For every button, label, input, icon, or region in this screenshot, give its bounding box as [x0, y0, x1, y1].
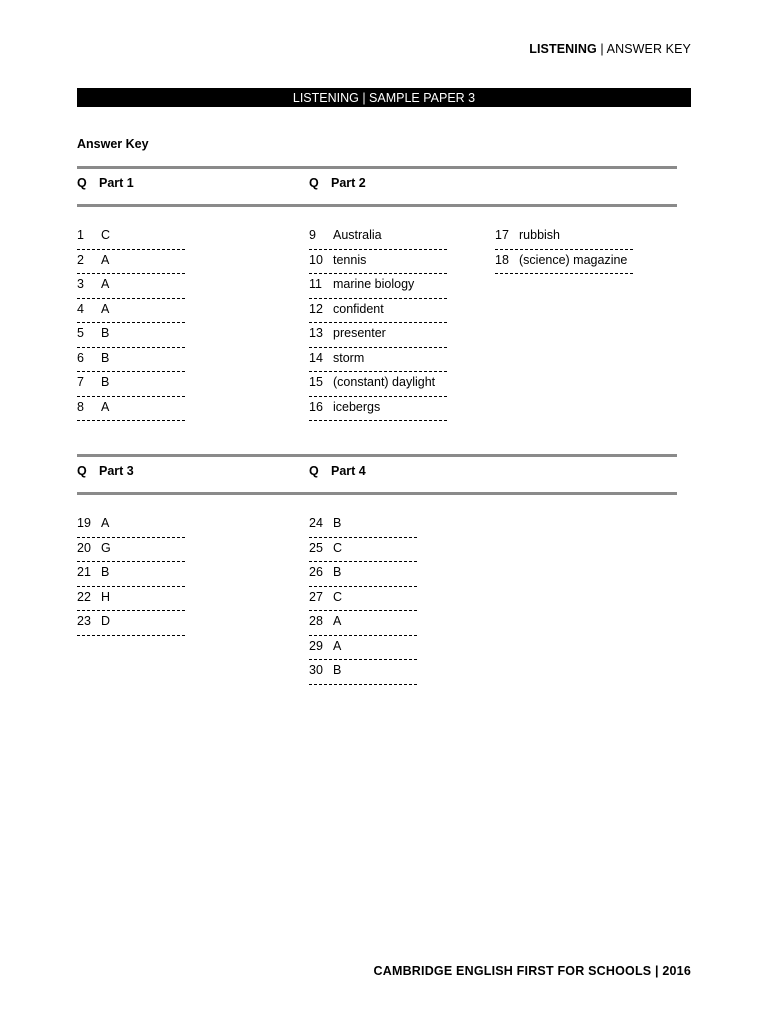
part3-heading [77, 464, 134, 478]
part4-heading [309, 464, 366, 478]
answer-row [77, 611, 185, 636]
answer-row [495, 250, 633, 275]
question-number: 15 [309, 375, 323, 389]
part4-answer-list [309, 513, 417, 685]
top-rule-parts-1-2 [77, 166, 677, 169]
question-number: 3 [77, 277, 84, 291]
answer-row [309, 225, 447, 250]
question-number: 9 [309, 228, 316, 242]
part2-heading [309, 176, 366, 190]
answer-text: C [333, 589, 343, 604]
part1-heading [77, 176, 134, 190]
question-number: 10 [309, 252, 323, 267]
header-doc-type: ANSWER KEY [606, 42, 691, 56]
question-number: 6 [77, 350, 84, 365]
answer-row [309, 538, 417, 563]
part3-label: Part 3 [99, 464, 134, 478]
answer-row [77, 225, 185, 250]
answer-row [77, 274, 185, 299]
question-number: 1 [77, 228, 84, 242]
part2-label: Part 2 [331, 176, 366, 190]
answer-text: A [101, 252, 110, 267]
answer-row [309, 587, 417, 612]
answer-row [309, 397, 447, 422]
header-separator: | [596, 42, 607, 56]
answer-text: C [333, 540, 343, 555]
answer-text: A [101, 399, 110, 414]
part1-answer-list [77, 225, 185, 421]
answer-row [77, 348, 185, 373]
bottom-rule-parts-1-2 [77, 204, 677, 207]
answer-row [495, 225, 633, 250]
question-number: 26 [309, 565, 323, 579]
part2-answer-list [309, 225, 447, 421]
answer-text: confident [333, 301, 384, 316]
page-footer: CAMBRIDGE ENGLISH FIRST FOR SCHOOLS | 2016 [373, 964, 691, 978]
answer-text: B [333, 516, 342, 530]
answer-row [309, 348, 447, 373]
answer-row [77, 299, 185, 324]
question-number: 13 [309, 326, 323, 340]
answer-row [309, 299, 447, 324]
answer-text: B [101, 350, 110, 365]
answer-row [77, 538, 185, 563]
answer-text: tennis [333, 252, 367, 267]
bottom-rule-parts-3-4 [77, 492, 677, 495]
page-header [529, 42, 691, 56]
section-heading: Answer Key [77, 137, 149, 151]
answer-row [77, 250, 185, 275]
answer-text: G [101, 540, 111, 555]
question-number: 12 [309, 301, 323, 316]
answer-text: B [101, 565, 110, 579]
question-number: 22 [77, 589, 91, 604]
answer-text: A [101, 277, 110, 291]
answer-row [77, 372, 185, 397]
answer-text: A [333, 614, 342, 628]
header-section: LISTENING [529, 42, 597, 56]
answer-text: (science) magazine [519, 252, 628, 267]
answer-text: A [101, 516, 110, 530]
question-number: 28 [309, 614, 323, 628]
answer-row [309, 323, 447, 348]
question-number: 11 [309, 277, 322, 291]
answer-text: icebergs [333, 399, 381, 414]
answer-text: (constant) daylight [333, 375, 436, 389]
answer-text: B [333, 663, 342, 677]
answer-text: presenter [333, 326, 386, 340]
answer-text: B [101, 375, 110, 389]
part2-q-label: Q [309, 176, 319, 190]
answer-text: marine biology [333, 277, 415, 291]
question-number: 23 [77, 614, 91, 628]
question-number: 25 [309, 540, 323, 555]
answer-text: rubbish [519, 228, 560, 242]
answer-row [77, 323, 185, 348]
answer-text: D [101, 614, 111, 628]
part4-q-label: Q [309, 464, 319, 478]
answer-row [309, 372, 447, 397]
question-number: 16 [309, 399, 323, 414]
answer-text: B [333, 565, 342, 579]
question-number: 30 [309, 663, 323, 677]
title-bar: LISTENING | SAMPLE PAPER 3 [77, 88, 691, 107]
part2-answer-list-continued [495, 225, 633, 274]
question-number: 27 [309, 589, 323, 604]
answer-text: A [101, 301, 110, 316]
question-number: 5 [77, 326, 84, 340]
question-number: 17 [495, 228, 509, 242]
answer-row [309, 562, 417, 587]
question-number: 24 [309, 516, 323, 530]
answer-text: storm [333, 350, 365, 365]
part3-answer-list [77, 513, 185, 636]
question-number: 19 [77, 516, 91, 530]
top-rule-parts-3-4 [77, 454, 677, 457]
question-number: 7 [77, 375, 84, 389]
question-number: 14 [309, 350, 323, 365]
question-number: 8 [77, 399, 84, 414]
answer-text: A [333, 638, 342, 653]
part1-q-label: Q [77, 176, 87, 190]
answer-row [309, 274, 447, 299]
answer-text: B [101, 326, 110, 340]
answer-row [309, 513, 417, 538]
part1-label: Part 1 [99, 176, 134, 190]
answer-row [77, 513, 185, 538]
answer-row [77, 562, 185, 587]
question-number: 21 [77, 565, 91, 579]
answer-row [77, 397, 185, 422]
answer-text: C [101, 228, 111, 242]
question-number: 2 [77, 252, 84, 267]
answer-row [309, 636, 417, 661]
question-number: 18 [495, 252, 509, 267]
question-number: 29 [309, 638, 323, 653]
question-number: 20 [77, 540, 91, 555]
part3-q-label: Q [77, 464, 87, 478]
answer-text: H [101, 589, 111, 604]
answer-row [309, 660, 417, 685]
answer-text: Australia [333, 228, 382, 242]
part4-label: Part 4 [331, 464, 366, 478]
answer-row [309, 611, 417, 636]
question-number: 4 [77, 301, 84, 316]
answer-row [309, 250, 447, 275]
answer-row [77, 587, 185, 612]
